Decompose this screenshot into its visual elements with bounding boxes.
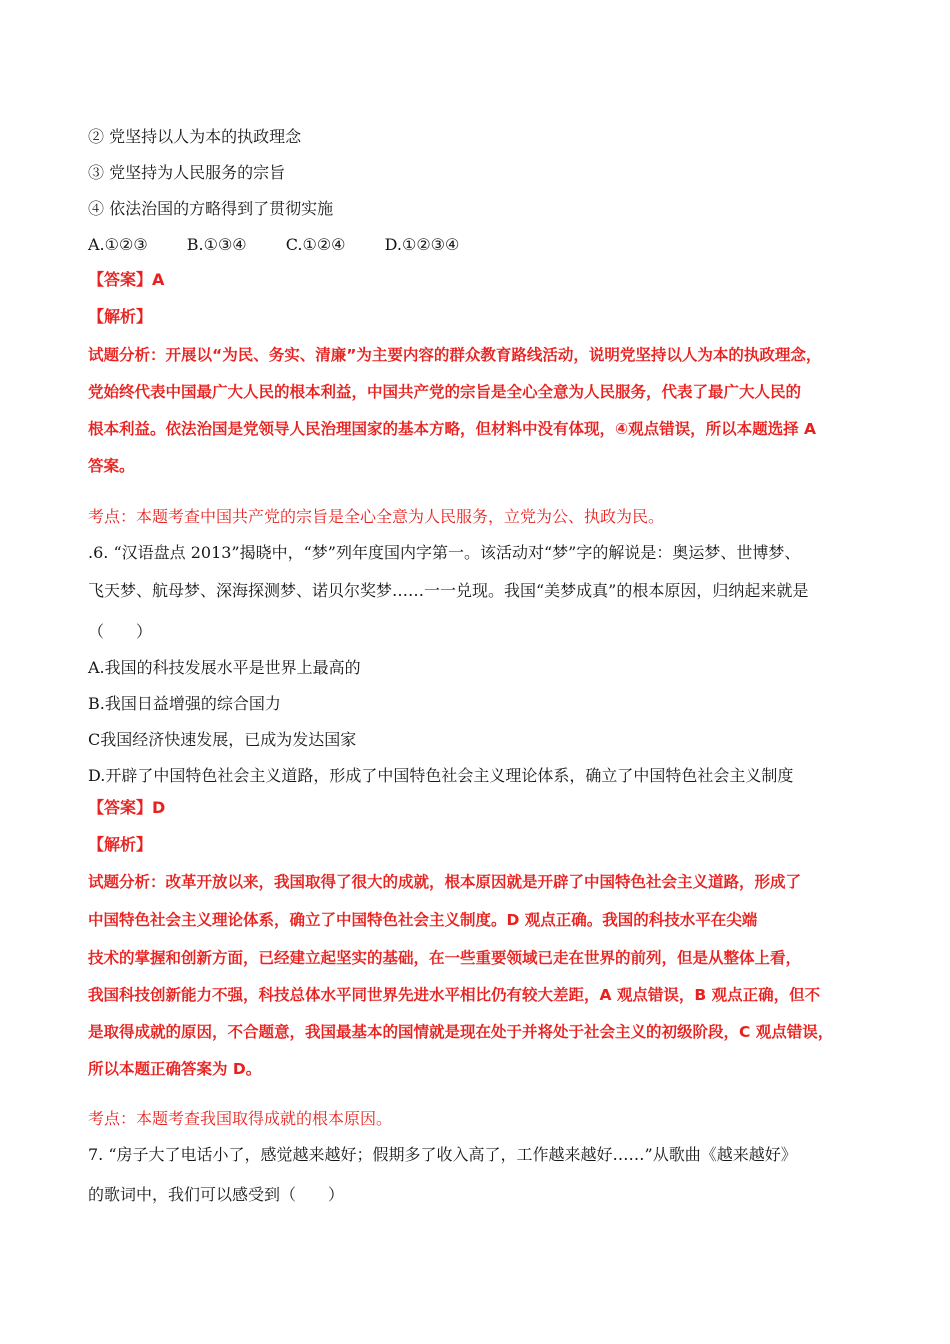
q7-stem-line-1: 7. “房子大了电话小了，感觉越来越好；假期多了收入高了，工作越来越好……”从歌曲《越来越好》: [88, 1145, 797, 1164]
q5-analysis-line-4: 答案。: [88, 457, 135, 475]
q6-analysis-line-5: 是取得成就的原因，不合题意，我国最基本的国情就是现在处于并将处于社会主义的初级阶段，C 观点错误，: [88, 1023, 834, 1041]
q5-option-b: B.①③④: [186, 235, 247, 254]
q5-analysis-line-1: 试题分析：开展以“为民、务实、清廉”为主要内容的群众教育路线活动，说明党坚持以人为本的执政理念，: [88, 346, 822, 364]
q6-option-b: B.我国日益增强的综合国力: [88, 694, 281, 713]
q6-option-c: C我国经济快速发展，已成为发达国家: [88, 730, 357, 749]
q5-option-a: A.①②③: [88, 235, 148, 254]
q6-option-d: D.开辟了中国特色社会主义道路，形成了中国特色社会主义理论体系，确立了中国特色社会主义制度: [88, 766, 794, 785]
q5-analysis-heading: 【解析】: [88, 307, 153, 326]
q6-stem-line-1: .6. “汉语盘点 2013”揭晓中，“梦”列年度国内字第一。该活动对“梦”字的解说是：奥运梦、世博梦、: [88, 543, 801, 562]
q5-item-2: ② 党坚持以人为本的执政理念: [88, 127, 302, 146]
q5-item-4: ④ 依法治国的方略得到了贯彻实施: [88, 199, 334, 218]
q6-analysis-line-6: 所以本题正确答案为 D。: [88, 1060, 262, 1078]
q6-kaodian: 考点：本题考查我国取得成就的根本原因。: [88, 1109, 393, 1128]
q5-kaodian: 考点：本题考查中国共产党的宗旨是全心全意为人民服务，立党为公、执政为民。: [88, 507, 665, 526]
q5-option-d: D.①②③④: [384, 235, 460, 254]
q5-analysis-line-3: 根本利益。依法治国是党领导人民治理国家的基本方略，但材料中没有体现，④观点错误，所以本题选择 A: [88, 420, 817, 438]
q6-analysis-line-1: 试题分析：改革开放以来，我国取得了很大的成就，根本原因就是开辟了中国特色社会主义道路，形成了: [88, 873, 802, 891]
q6-analysis-line-3: 技术的掌握和创新方面，已经建立起坚实的基础，在一些重要领域已走在世界的前列，但是从整体上看，: [88, 949, 802, 967]
q5-item-3: ③ 党坚持为人民服务的宗旨: [88, 163, 286, 182]
q6-stem-line-2: 飞天梦、航母梦、深海探测梦、诺贝尔奖梦……一一兑现。我国“美梦成真”的根本原因，归纳起来就是: [88, 581, 809, 600]
q6-analysis-line-2: 中国特色社会主义理论体系，确立了中国特色社会主义制度。D 观点正确。我国的科技水平在尖端: [88, 911, 758, 929]
q6-stem-line-3: （ ）: [88, 622, 153, 641]
q6-analysis-heading: 【解析】: [88, 835, 153, 854]
q5-options: [88, 235, 459, 255]
q5-option-c: C.①②④: [285, 235, 346, 254]
q7-stem-line-2: 的歌词中，我们可以感受到（ ）: [88, 1185, 345, 1204]
q5-analysis-line-2: 党始终代表中国最广大人民的根本利益，中国共产党的宗旨是全心全意为人民服务，代表了最广大人民的: [88, 383, 802, 401]
q6-option-a: A.我国的科技发展水平是世界上最高的: [88, 658, 361, 677]
q5-answer: 【答案】A: [88, 270, 165, 289]
q6-analysis-line-4: 我国科技创新能力不强，科技总体水平同世界先进水平相比仍有较大差距，A 观点错误，B 观点正确，但不: [88, 986, 821, 1004]
q6-answer: 【答案】D: [88, 798, 166, 817]
